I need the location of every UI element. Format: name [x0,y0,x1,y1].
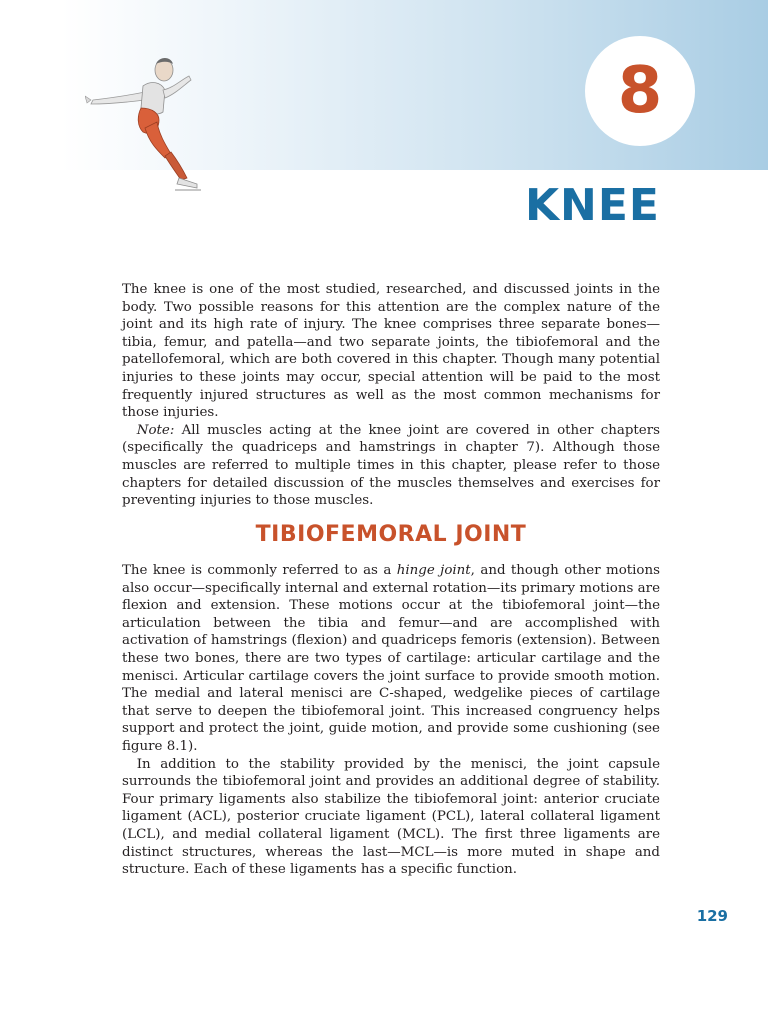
page-number: 129 [696,907,728,925]
skater-muscle-illustration [85,50,215,195]
note-text: All muscles acting at the knee joint are covered in other chapters (specifically the quadriceps and hamstrings in chapter 7). Although those muscles are referred to multiple times in this chapter, please refer to those chapters for detailed discussion of the muscles themselves and exercises for preventing injuries to those muscles. [122,422,660,509]
chapter-title: KNEE [524,180,660,231]
section-heading: TIBIOFEMORAL JOINT [255,522,527,547]
chapter-number: 8 [617,54,663,128]
note-paragraph [122,422,660,510]
section-paragraph-2: In addition to the stability provided by the menisci, the joint capsule surrounds the tibiofemoral joint and provides an additional degree of stability. Four primary ligaments also stabilize the tibiofemoral joint: anterior cruciate ligament (ACL), posterior cruciate ligament (PCL), lateral collateral ligament (LCL), and medial collateral ligament (MCL). The first three ligaments are distinct structures, whereas the last—MCL—is more muted in shape and structure. Each of these ligaments has a specific function. [122,756,660,878]
chapter-number-badge [585,36,695,146]
note-label: Note: [136,422,175,438]
intro-text [122,281,660,510]
section-text [122,562,660,879]
section-paragraph-1-rest: , and though other motions also occur—specifically internal and external rotation—its primary motions are flexion and extension. These motions occur at the tibiofemoral joint—the articulation between the tibia and femur—and are accomplished with activation of hamstrings (flexion) and quadriceps femoris (extension). Between these two bones, there are two types of cartilage: articular cartilage and the menisci. Articular cartilage covers the joint surface to provide smooth motion. The medial and lateral menisci are C-shaped, wedgelike pieces of cartilage that serve to deepen the tibiofemoral joint. This increased congruency helps support and protect the joint, guide motion, and provide some cushioning (see figure 8.1). [122,563,660,754]
section-paragraph-1-start: The knee is commonly referred to as a [122,563,397,578]
section-paragraph-1 [122,562,660,756]
hinge-joint-term: hinge joint [396,563,471,578]
intro-paragraph: The knee is one of the most studied, researched, and discussed joints in the body. Two possible reasons for this attention are the complex nature of the joint and its high rate of injury. The knee comprises three separate bones—tibia, femur, and patella—and two separate joints, the tibiofemoral and the patellofemoral, which are both covered in this chapter. Though many potential injuries to these joints may occur, special attention will be paid to the most frequently injured structures as well as the most common mechanisms for those injuries. [122,282,660,421]
